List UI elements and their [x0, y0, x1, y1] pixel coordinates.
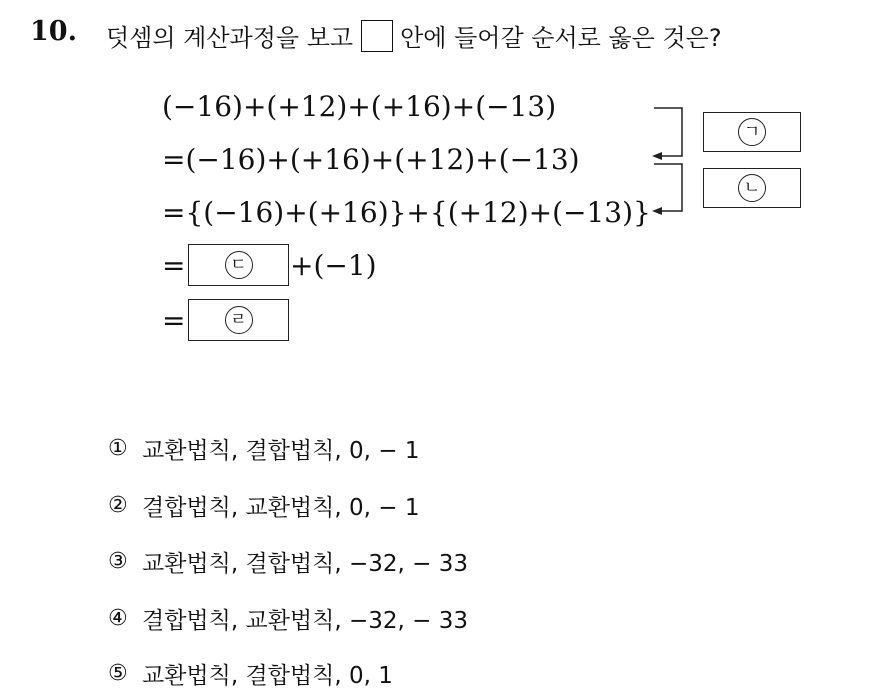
question-text-after: 안에 들어갈 순서로 옳은 것은?	[400, 24, 722, 52]
bracket-arrow-a	[654, 108, 682, 156]
choice-4[interactable]	[108, 602, 468, 635]
choice-2[interactable]	[108, 489, 419, 522]
blank-b-label: ㄴ	[738, 174, 766, 202]
blank-a-label: ㄱ	[738, 118, 766, 146]
blank-d-box	[188, 299, 289, 341]
choice-5-number: ⑤	[108, 661, 128, 686]
choice-4-number: ④	[108, 606, 128, 631]
equation-line-1: (−16)+(+12)+(+16)+(−13)	[162, 90, 557, 123]
blank-b-box	[703, 168, 801, 208]
choice-3[interactable]	[108, 545, 468, 578]
choice-1-number: ①	[108, 436, 128, 461]
choice-4-text: 결합법칙, 교환법칙, −32, − 33	[142, 608, 468, 634]
blank-a-box	[703, 112, 801, 152]
question-text-before: 덧셈의 계산과정을 보고	[106, 24, 354, 52]
question-text	[106, 18, 722, 53]
equation-line-5-equals: =	[162, 304, 186, 337]
choice-2-number: ②	[108, 493, 128, 518]
arrowhead-a	[652, 152, 662, 160]
blank-c-box	[188, 244, 289, 286]
equation-line-4-equals: =	[162, 249, 186, 282]
equation-line-3: ={(−16)+(+16)}+{(+12)+(−13)}	[162, 196, 651, 229]
blank-d-label: ㄹ	[225, 306, 253, 334]
question-number: 10.	[30, 16, 77, 47]
bracket-arrow-b	[654, 164, 682, 211]
choice-3-text: 교환법칙, 결합법칙, −32, − 33	[142, 551, 468, 577]
equation-line-2: =(−16)+(+16)+(+12)+(−13)	[162, 143, 580, 176]
choice-3-number: ③	[108, 549, 128, 574]
blank-box-symbol	[361, 20, 393, 52]
equation-line-4-tail: +(−1)	[290, 249, 377, 282]
choice-1-text: 교환법칙, 결합법칙, 0, − 1	[142, 438, 420, 464]
choice-2-text: 결합법칙, 교환법칙, 0, − 1	[142, 495, 420, 521]
choice-5-text: 교환법칙, 결합법칙, 0, 1	[142, 663, 393, 689]
choice-1[interactable]	[108, 432, 419, 465]
blank-c-label: ㄷ	[225, 251, 253, 279]
arrowhead-b	[652, 207, 662, 215]
choice-5[interactable]	[108, 657, 393, 690]
step-bracket-arrows	[640, 100, 700, 220]
